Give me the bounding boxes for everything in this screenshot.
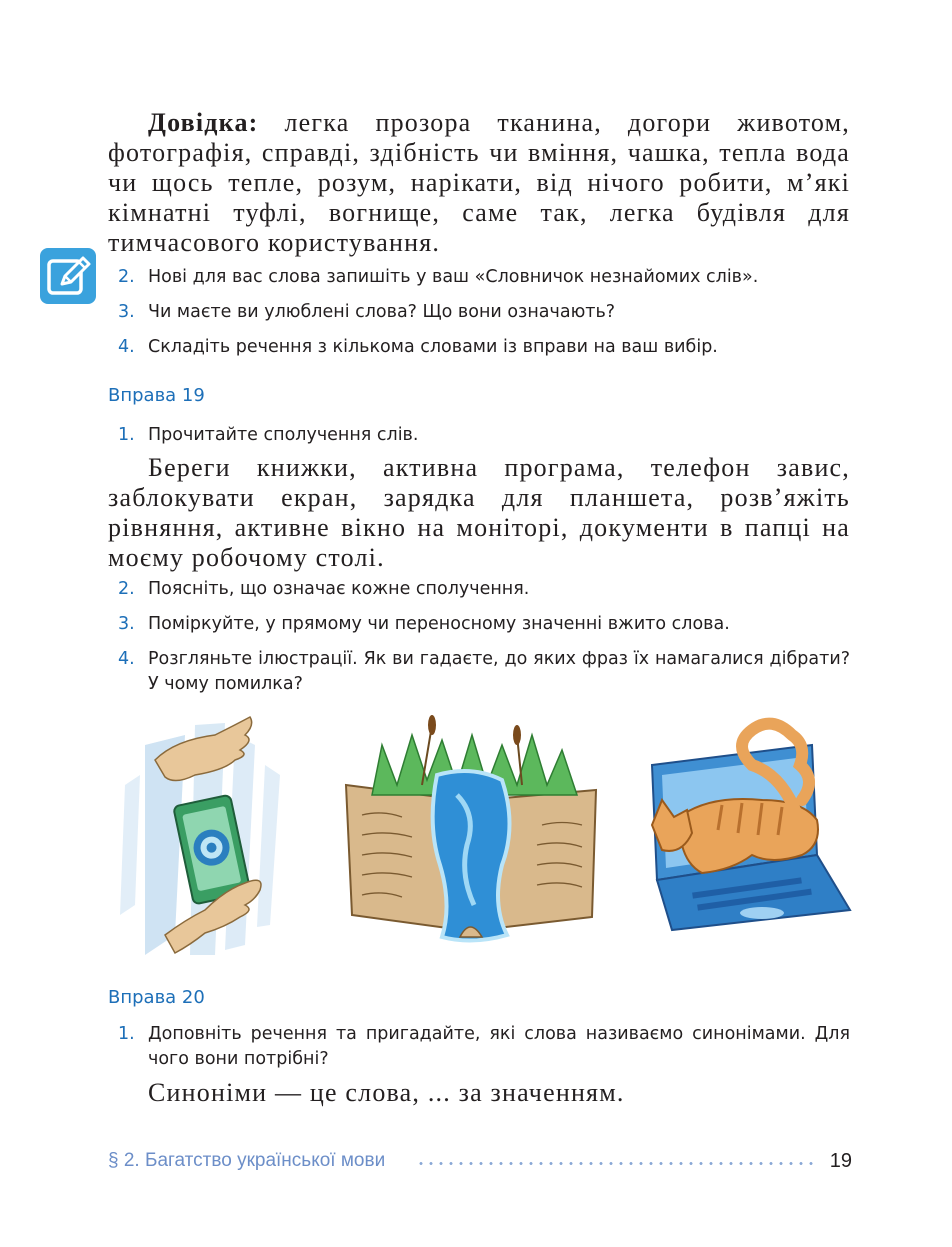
pencil-note-icon — [40, 248, 96, 304]
illustration-cat-laptop — [632, 705, 852, 935]
exercise-19-passage — [108, 453, 850, 573]
illustration-hands-phone — [105, 705, 315, 965]
task-text: Доповніть речення та пригадайте, які слова називаємо синонімами. Для чого вони потрібні? — [148, 1024, 850, 1069]
passage-text: Береги книжки, активна програма, телефон завис, заблокувати екран, зарядка для планшета, розв’яжіть рівняння, активне вікно на моніторі, документи в папці на моєму робочому столі. — [108, 453, 850, 572]
task-item — [118, 265, 850, 290]
task-number: 4. — [118, 337, 135, 357]
task-text: Складіть речення з кількома словами із вправи на ваш вибір. — [148, 337, 718, 357]
reference-paragraph — [108, 108, 850, 258]
sentence-text: Синоніми — це слова, ... за значенням. — [148, 1078, 625, 1107]
task-item — [118, 423, 850, 448]
exercise-20-sentence — [108, 1078, 850, 1108]
page-number: 19 — [829, 1150, 852, 1172]
page-footer — [108, 1150, 852, 1176]
exercise-19-heading: Вправа 19 — [108, 385, 205, 406]
task-item — [118, 1022, 850, 1072]
task-text: Прочитайте сполучення слів. — [148, 425, 419, 445]
task-number: 2. — [118, 579, 135, 599]
task-item — [118, 300, 850, 325]
task-number: 3. — [118, 302, 135, 322]
task-text: Поміркуйте, у прямому чи переносному значенні вжито слова. — [148, 614, 730, 634]
reference-label: Довідка: — [148, 108, 259, 137]
reference-text: легка прозора тканина, догори животом, фотографія, справді, здібність чи вміння, чашка, тепла вода чи щось тепле, розум, нарікати, від нічого робити, м’які кімнатні туфлі, вогнище, саме так, легка будівля для тимчасового користування. — [108, 108, 850, 257]
task-number: 3. — [118, 614, 135, 634]
task-text: Розгляньте ілюстрації. Як ви гадаєте, до яких фраз їх намагалися дібрати? У чому помилка? — [148, 649, 850, 694]
task-item — [118, 577, 850, 602]
task-text: Чи маєте ви улюблені слова? Що вони означають? — [148, 302, 616, 322]
footer-dot-leader — [416, 1162, 816, 1165]
task-item — [118, 335, 850, 360]
task-number: 4. — [118, 649, 135, 669]
task-item — [118, 647, 850, 697]
task-text: Поясніть, що означає кожне сполучення. — [148, 579, 530, 599]
task-number: 1. — [118, 1024, 135, 1044]
task-number: 1. — [118, 425, 135, 445]
illustration-book-river — [342, 705, 600, 950]
task-text: Нові для вас слова запишіть у ваш «Словничок незнайомих слів». — [148, 267, 759, 287]
exercise-20-heading: Вправа 20 — [108, 987, 205, 1008]
task-item — [118, 612, 850, 637]
task-number: 2. — [118, 267, 135, 287]
footer-section-title: § 2. Багатство української мови — [108, 1150, 386, 1171]
